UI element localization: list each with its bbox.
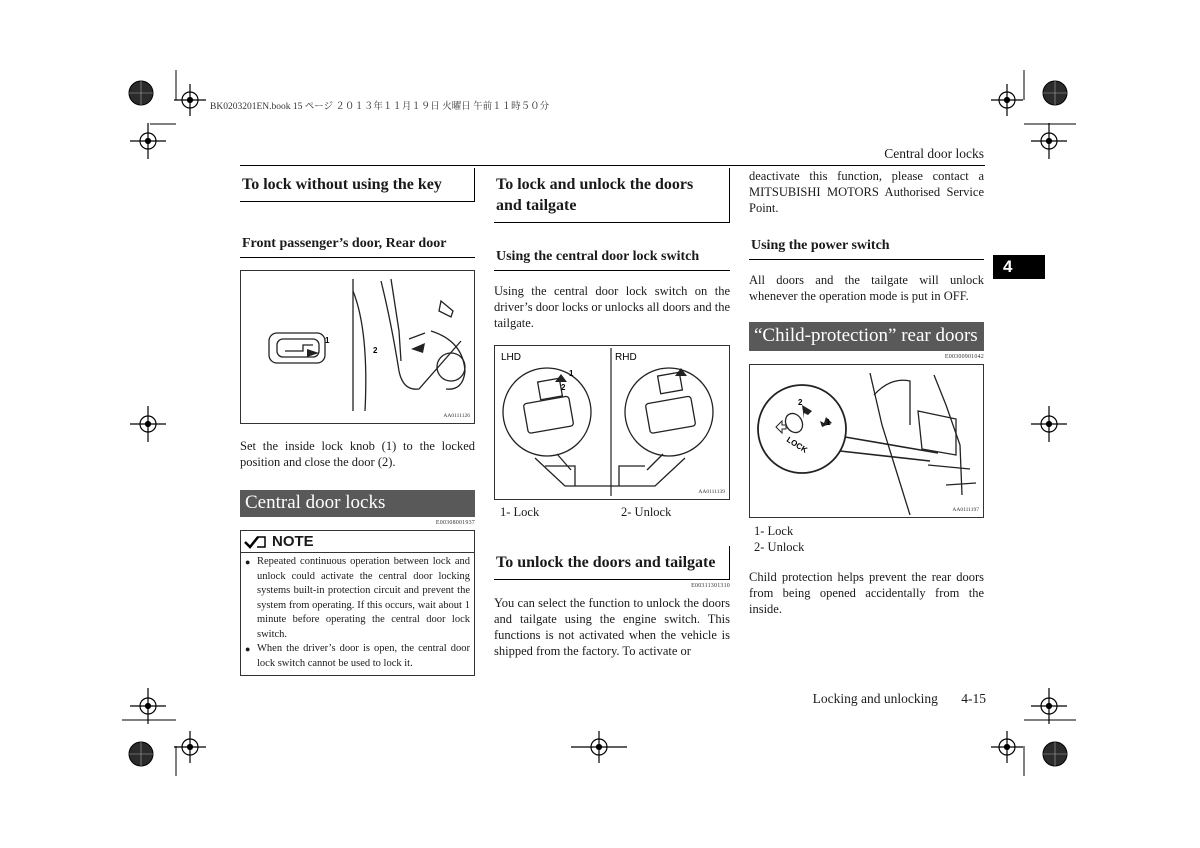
print-info-line: BK0203201EN.book 15 ページ ２０１３年１１月１９日 火曜日 午前１１時５０分	[210, 102, 550, 112]
column-2	[494, 168, 730, 659]
door-lock-illustration	[241, 271, 474, 421]
note-header	[241, 531, 474, 553]
figure-code: AA0111197	[952, 507, 979, 513]
legend-central-switch	[494, 504, 730, 520]
child-protection-illustration	[750, 365, 983, 515]
figure-code: AA0111139	[698, 489, 725, 495]
figure-child-protection	[749, 364, 984, 518]
legend-item-lock: 1- Lock	[500, 505, 540, 519]
header-rule	[240, 165, 985, 166]
legend-item-unlock: 2- Unlock	[754, 540, 805, 554]
page-number: 4-15	[961, 691, 986, 706]
body-lock-knob: Set the inside lock knob (1) to the locked position and close the door (2).	[240, 439, 475, 469]
subheading-central-switch: Using the central door lock switch	[494, 244, 730, 271]
legend-child-protection	[749, 523, 984, 555]
section-code: E00311301310	[691, 583, 730, 589]
page-footer	[813, 691, 986, 707]
figure-label-2: 2	[798, 398, 803, 407]
heading-unlock-doors-tailgate: To unlock the doors and tailgate	[494, 546, 730, 580]
section-title-central-door-locks: Central door locks	[240, 490, 475, 517]
note-item	[245, 642, 470, 671]
figure-door-lock-knob	[240, 270, 475, 424]
figure-label-2: 2	[561, 383, 566, 392]
figure-label-2: 2	[373, 346, 378, 355]
note-list	[241, 553, 474, 675]
body-child-protection: Child protection helps prevent the rear doors from being opened accidentally from the inside.	[749, 570, 984, 616]
figure-label-1: 1	[826, 418, 831, 427]
note-item	[245, 555, 470, 642]
body-power-switch: All doors and the tailgate will unlock whenever the operation mode is put in OFF.	[749, 273, 984, 303]
note-check-icon	[243, 534, 269, 550]
bullet-icon: ●	[245, 557, 251, 567]
body-central-switch: Using the central door lock switch on the driver’s door locks or unlocks all doors and the tailgate.	[494, 284, 730, 330]
running-head: Central door locks	[884, 146, 984, 161]
section-code: E00308001937	[435, 520, 475, 526]
central-switch-illustration	[495, 346, 729, 497]
figure-label-rhd: RHD	[615, 352, 637, 363]
note-box	[240, 530, 475, 676]
figure-label-lhd: LHD	[501, 352, 522, 363]
note-item-text: When the driver’s door is open, the central door lock switch cannot be used to lock it.	[257, 643, 470, 669]
section-title-child-protection: “Child-protection” rear doors	[749, 322, 984, 351]
figure-label-lock: LOCK	[784, 435, 809, 455]
subheading-power-switch: Using the power switch	[749, 233, 984, 260]
figure-label-1: 1	[569, 369, 574, 378]
note-item-text: Repeated continuous operation between lock and unlock could activate the central door locking systems built-in protection circuit and prevent the system from operating. If this occurs, wait about 1 minute before operating the central door lock switch.	[257, 556, 470, 640]
legend-item-lock: 1- Lock	[754, 524, 794, 538]
chapter-tab: 4	[993, 255, 1045, 279]
heading-lock-unlock-doors: To lock and unlock the doors and tailgate	[494, 168, 730, 223]
note-title: NOTE	[272, 533, 314, 550]
heading-lock-without-key: To lock without using the key	[240, 168, 475, 202]
body-contact-service: deactivate this function, please contact a MITSUBISHI MOTORS Authorised Service Point.	[749, 169, 984, 215]
column-1	[240, 168, 475, 676]
subheading-passenger-door: Front passenger’s door, Rear door	[240, 231, 475, 258]
figure-label-1: 1	[325, 336, 330, 345]
body-unlock-function: You can select the function to unlock the doors and tailgate using the engine switch. This functions is not activated when the vehicle is shipped from the factory. To activate or	[494, 596, 730, 658]
footer-section: Locking and unlocking	[812, 691, 938, 706]
bullet-icon: ●	[245, 644, 251, 654]
section-code: E00300901042	[944, 354, 984, 360]
legend-item-unlock: 2- Unlock	[621, 505, 672, 519]
figure-code: AA0111126	[443, 413, 470, 419]
column-3	[749, 168, 984, 617]
figure-central-switch	[494, 345, 730, 500]
